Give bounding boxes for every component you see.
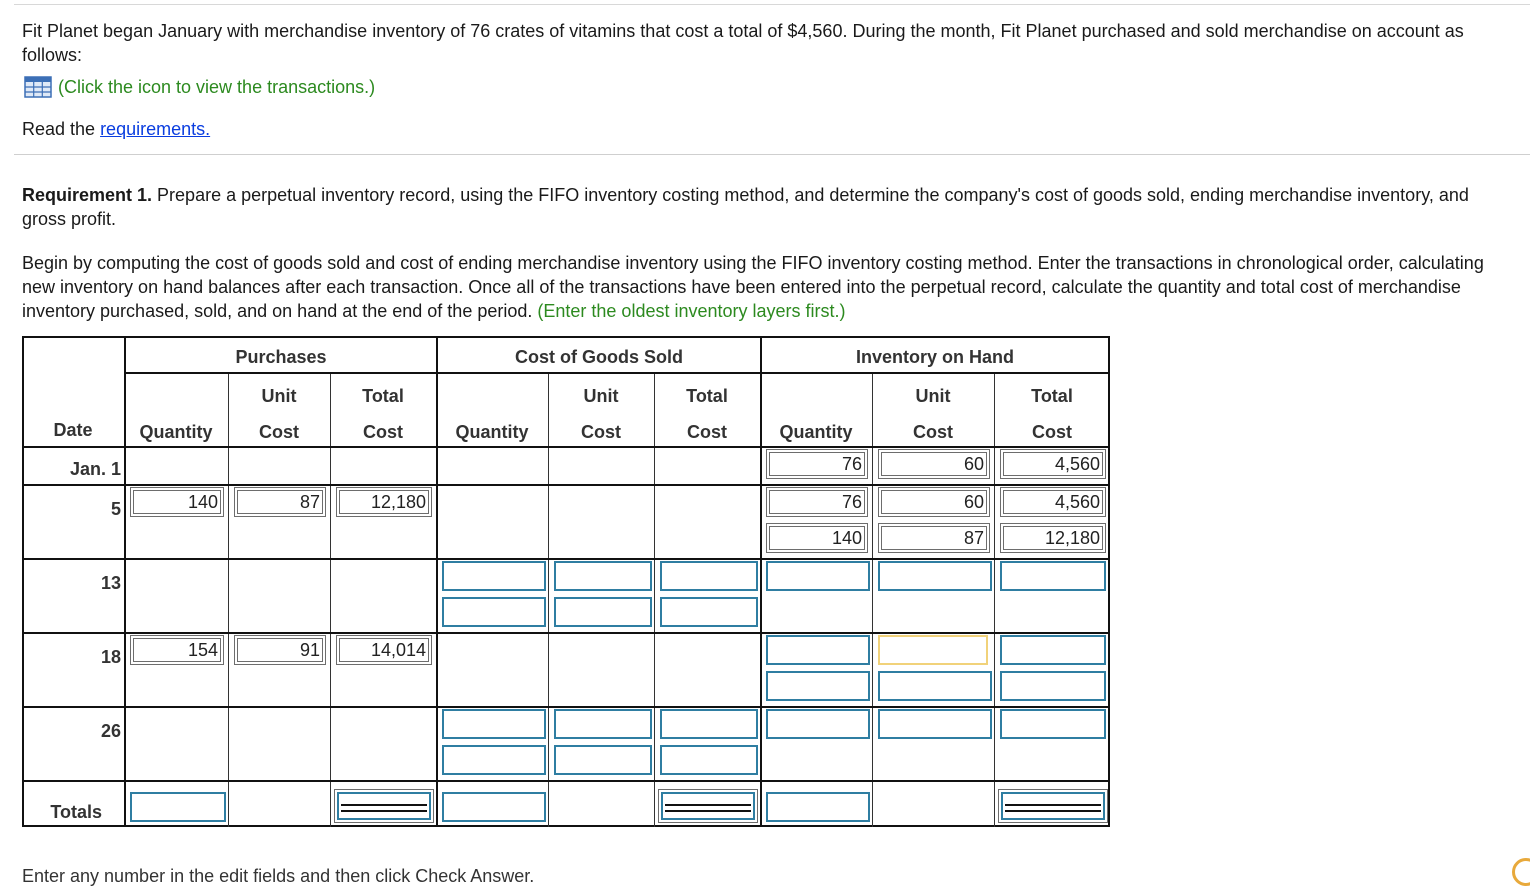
date-18: 18 — [100, 647, 121, 667]
grid-line — [436, 336, 438, 827]
requirement-1 — [22, 183, 1502, 231]
instructions — [22, 251, 1514, 323]
d18-oh-total-cost-2[interactable] — [1000, 671, 1106, 701]
d18-p-unit-cost: 91 — [234, 635, 326, 665]
totals-label: Totals — [50, 802, 102, 822]
d26-cogs-quantity-2[interactable] — [442, 745, 546, 775]
read-requirements — [22, 117, 210, 141]
p-unit-header: Unit — [261, 386, 297, 406]
grid-line — [22, 558, 1110, 560]
d26-cogs-unit-cost-2[interactable] — [554, 745, 652, 775]
oh-total-header: Total — [1031, 386, 1073, 406]
date-26: 26 — [100, 721, 121, 741]
purchases-header: Purchases — [235, 347, 327, 367]
oh-quantity-header: Quantity — [779, 422, 853, 442]
d5-oh2-unit-cost: 87 — [878, 523, 990, 553]
date-5: 5 — [110, 499, 121, 519]
date-col-header: Date — [53, 420, 93, 440]
requirement-1-text: Prepare a perpetual inventory record, using the FIFO inventory costing method, and determine the company's cost of goods sold, ending merchandise inventory, and gross profit. — [22, 185, 1469, 229]
oh-cost-header: Cost — [913, 422, 953, 442]
top-divider — [14, 4, 1530, 5]
requirements-link[interactable]: requirements. — [100, 119, 211, 139]
p-cost-header: Cost — [259, 422, 299, 442]
d18-oh-quantity-1[interactable] — [766, 635, 870, 665]
totals-cogs-quantity[interactable] — [442, 792, 546, 822]
d18-oh-quantity-2[interactable] — [766, 671, 870, 701]
jan1-oh-quantity: 76 — [766, 449, 868, 479]
c-total-cost-header: Cost — [687, 422, 727, 442]
totals-cogs-total-cost[interactable] — [658, 789, 758, 823]
d5-p-unit-cost: 87 — [234, 487, 326, 517]
d13-cogs-quantity-1[interactable] — [442, 561, 546, 591]
grid-line — [22, 632, 1110, 634]
grid-line — [760, 336, 762, 827]
d18-p-total-cost: 14,014 — [336, 635, 432, 665]
d5-p-total-cost: 12,180 — [336, 487, 432, 517]
c-quantity-header: Quantity — [455, 422, 529, 442]
d13-cogs-total-cost-1[interactable] — [660, 561, 758, 591]
d5-oh1-total-cost: 4,560 — [1000, 487, 1106, 517]
d13-cogs-unit-cost-1[interactable] — [554, 561, 652, 591]
c-unit-header: Unit — [583, 386, 619, 406]
grid-line — [124, 336, 126, 827]
jan1-oh-total-cost: 4,560 — [1000, 449, 1106, 479]
grid-line — [124, 372, 1110, 374]
totals-purchases-total-cost[interactable] — [334, 789, 434, 823]
requirement-1-label: Requirement 1. — [22, 185, 153, 205]
d26-cogs-total-cost-1[interactable] — [660, 709, 758, 739]
p-total-header: Total — [362, 386, 404, 406]
c-cost-header: Cost — [581, 422, 621, 442]
d26-cogs-unit-cost-1[interactable] — [554, 709, 652, 739]
grid-line — [22, 446, 1110, 448]
table-icon[interactable] — [24, 76, 52, 98]
d13-oh-quantity[interactable] — [766, 561, 870, 591]
d13-cogs-total-cost-2[interactable] — [660, 597, 758, 627]
oh-total-cost-header: Cost — [1032, 422, 1072, 442]
c-total-header: Total — [686, 386, 728, 406]
d18-p-quantity: 154 — [130, 635, 224, 665]
p-quantity-header: Quantity — [139, 422, 213, 442]
p-total-cost-header: Cost — [363, 422, 403, 442]
d13-cogs-quantity-2[interactable] — [442, 597, 546, 627]
footer-instructions: Enter any number in the edit fields and then click Check Answer. — [22, 866, 535, 886]
jan1-oh-unit-cost: 60 — [878, 449, 990, 479]
problem-intro: Fit Planet began January with merchandise inventory of 76 crates of vitamins that cost a total of $4,560. During the month, Fit Planet purchased and sold merchandise on account as follows: — [22, 21, 1464, 65]
d18-oh-unit-cost-1[interactable] — [878, 635, 988, 665]
read-prefix: Read the — [22, 119, 101, 139]
section-divider — [14, 154, 1530, 155]
transactions-link-text[interactable]: (Click the icon to view the transactions.) — [58, 76, 376, 97]
grid-line — [22, 484, 1110, 486]
d13-cogs-unit-cost-2[interactable] — [554, 597, 652, 627]
totals-oh-quantity[interactable] — [766, 792, 870, 822]
d5-oh1-quantity: 76 — [766, 487, 868, 517]
help-icon[interactable] — [1512, 858, 1530, 886]
perpetual-inventory-table — [22, 336, 1110, 827]
oh-unit-header: Unit — [915, 386, 951, 406]
instructions-hint: (Enter the oldest inventory layers first.) — [537, 301, 846, 321]
cogs-header: Cost of Goods Sold — [515, 347, 683, 367]
transactions-link-row[interactable] — [24, 74, 375, 100]
totals-purchases-quantity[interactable] — [130, 792, 226, 822]
date-13: 13 — [100, 573, 121, 593]
d26-oh-unit-cost[interactable] — [878, 709, 992, 739]
d26-oh-total-cost[interactable] — [1000, 709, 1106, 739]
grid-line — [22, 706, 1110, 708]
d13-oh-unit-cost[interactable] — [878, 561, 992, 591]
totals-oh-total-cost[interactable] — [998, 789, 1108, 823]
d26-cogs-quantity-1[interactable] — [442, 709, 546, 739]
instructions-text: Begin by computing the cost of goods sold and cost of ending merchandise inventory using the FIFO inventory costing method. Enter the transactions in chronological order, calculating new inventory on hand balances after each transaction. Once all of the transactions have been entered into the perpetual record, calculate the quantity and total cost of merchandise inventory purchased, sold, and on hand at the end of the period. — [22, 253, 1484, 321]
d5-p-quantity: 140 — [130, 487, 224, 517]
d13-oh-total-cost[interactable] — [1000, 561, 1106, 591]
d18-oh-total-cost-1[interactable] — [1000, 635, 1106, 665]
d26-oh-quantity[interactable] — [766, 709, 870, 739]
d18-oh-unit-cost-2[interactable] — [878, 671, 992, 701]
date-jan1: Jan. 1 — [69, 459, 121, 479]
d26-cogs-total-cost-2[interactable] — [660, 745, 758, 775]
d5-oh1-unit-cost: 60 — [878, 487, 990, 517]
d5-oh2-total-cost: 12,180 — [1000, 523, 1106, 553]
inventory-on-hand-header: Inventory on Hand — [855, 347, 1014, 367]
d5-oh2-quantity: 140 — [766, 523, 868, 553]
grid-line — [22, 780, 1110, 782]
